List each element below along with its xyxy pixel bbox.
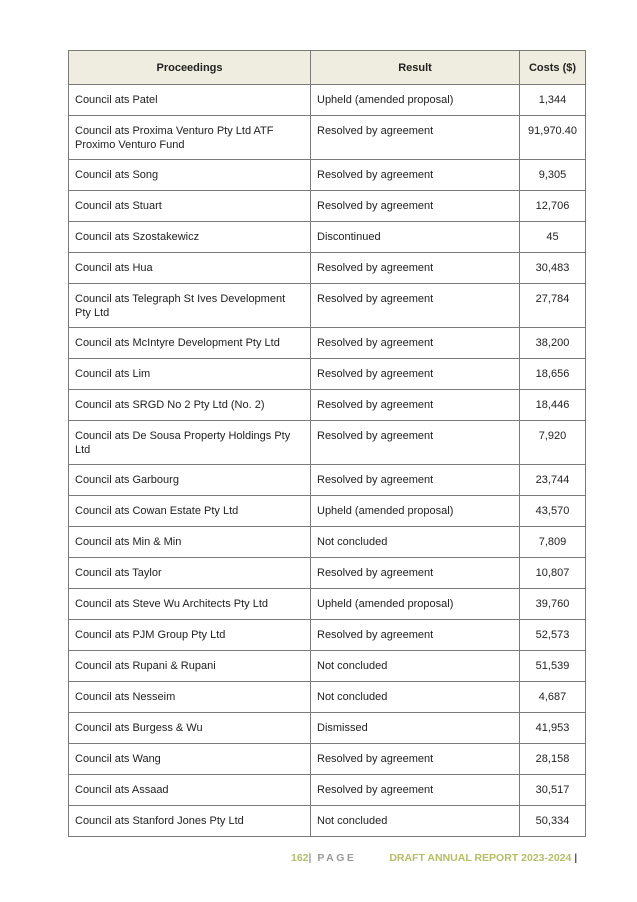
cell-proceedings: Council ats Hua: [69, 253, 311, 284]
table-row: [69, 465, 586, 496]
cell-costs: 45: [520, 222, 586, 253]
cell-costs: 91,970.40: [520, 116, 586, 160]
header-result: Result: [311, 51, 520, 85]
cell-costs: 23,744: [520, 465, 586, 496]
table-row: [69, 222, 586, 253]
cell-result: Resolved by agreement: [311, 191, 520, 222]
cell-costs: 12,706: [520, 191, 586, 222]
cell-costs: 9,305: [520, 160, 586, 191]
cell-result: Discontinued: [311, 222, 520, 253]
page-footer: [291, 852, 577, 864]
cell-result: Resolved by agreement: [311, 284, 520, 328]
cell-proceedings: Council ats Telegraph St Ives Development Pty Ltd: [69, 284, 311, 328]
cell-costs: 27,784: [520, 284, 586, 328]
table-body: [69, 85, 586, 837]
cell-result: Dismissed: [311, 713, 520, 744]
cell-result: Not concluded: [311, 651, 520, 682]
table-row: [69, 359, 586, 390]
cell-result: Resolved by agreement: [311, 359, 520, 390]
cell-result: Not concluded: [311, 527, 520, 558]
cell-result: Resolved by agreement: [311, 775, 520, 806]
report-title: DRAFT ANNUAL REPORT 2023-2024: [389, 852, 572, 864]
cell-costs: 7,920: [520, 421, 586, 465]
cell-proceedings: Council ats Proxima Venturo Pty Ltd ATF Proximo Venturo Fund: [69, 116, 311, 160]
cell-costs: 50,334: [520, 806, 586, 837]
table-row: [69, 421, 586, 465]
cell-proceedings: Council ats Steve Wu Architects Pty Ltd: [69, 589, 311, 620]
table-row: [69, 527, 586, 558]
cell-result: Resolved by agreement: [311, 421, 520, 465]
footer-separator: |: [308, 852, 312, 864]
cell-proceedings: Council ats Assaad: [69, 775, 311, 806]
cell-costs: 1,344: [520, 85, 586, 116]
table-row: [69, 160, 586, 191]
cell-costs: 7,809: [520, 527, 586, 558]
cell-costs: 38,200: [520, 328, 586, 359]
cell-proceedings: Council ats McIntyre Development Pty Ltd: [69, 328, 311, 359]
cell-costs: 18,656: [520, 359, 586, 390]
cell-result: Resolved by agreement: [311, 160, 520, 191]
cell-proceedings: Council ats PJM Group Pty Ltd: [69, 620, 311, 651]
cell-proceedings: Council ats Lim: [69, 359, 311, 390]
table-row: [69, 328, 586, 359]
cell-result: Upheld (amended proposal): [311, 496, 520, 527]
table-row: [69, 744, 586, 775]
cell-proceedings: Council ats Szostakewicz: [69, 222, 311, 253]
cell-proceedings: Council ats Taylor: [69, 558, 311, 589]
page-number: 162: [291, 852, 309, 864]
cell-result: Not concluded: [311, 806, 520, 837]
header-proceedings: Proceedings: [69, 51, 311, 85]
cell-proceedings: Council ats Min & Min: [69, 527, 311, 558]
cell-proceedings: Council ats Burgess & Wu: [69, 713, 311, 744]
footer-end-separator: |: [574, 852, 578, 864]
page-label: PAGE: [317, 852, 357, 864]
cell-proceedings: Council ats De Sousa Property Holdings Pty Ltd: [69, 421, 311, 465]
table-row: [69, 713, 586, 744]
table-row: [69, 253, 586, 284]
cell-proceedings: Council ats Nesseim: [69, 682, 311, 713]
table-row: [69, 806, 586, 837]
cell-costs: 30,483: [520, 253, 586, 284]
cell-costs: 10,807: [520, 558, 586, 589]
cell-costs: 28,158: [520, 744, 586, 775]
table-header-row: [69, 51, 586, 85]
cell-proceedings: Council ats Rupani & Rupani: [69, 651, 311, 682]
cell-result: Resolved by agreement: [311, 328, 520, 359]
table-row: [69, 558, 586, 589]
cell-result: Resolved by agreement: [311, 558, 520, 589]
cell-costs: 51,539: [520, 651, 586, 682]
cell-proceedings: Council ats Stanford Jones Pty Ltd: [69, 806, 311, 837]
table-row: [69, 116, 586, 160]
cell-proceedings: Council ats Stuart: [69, 191, 311, 222]
cell-proceedings: Council ats Wang: [69, 744, 311, 775]
cell-result: Resolved by agreement: [311, 253, 520, 284]
cell-costs: 52,573: [520, 620, 586, 651]
cell-proceedings: Council ats Cowan Estate Pty Ltd: [69, 496, 311, 527]
table-row: [69, 775, 586, 806]
cell-costs: 39,760: [520, 589, 586, 620]
table-row: [69, 496, 586, 527]
table-row: [69, 284, 586, 328]
table-row: [69, 390, 586, 421]
table-row: [69, 682, 586, 713]
cell-result: Resolved by agreement: [311, 620, 520, 651]
cell-proceedings: Council ats SRGD No 2 Pty Ltd (No. 2): [69, 390, 311, 421]
table-row: [69, 651, 586, 682]
cell-proceedings: Council ats Garbourg: [69, 465, 311, 496]
table-row: [69, 191, 586, 222]
table-row: [69, 85, 586, 116]
cell-costs: 43,570: [520, 496, 586, 527]
cell-costs: 30,517: [520, 775, 586, 806]
header-costs: Costs ($): [520, 51, 586, 85]
cell-costs: 18,446: [520, 390, 586, 421]
cell-proceedings: Council ats Patel: [69, 85, 311, 116]
cell-result: Resolved by agreement: [311, 116, 520, 160]
cell-result: Resolved by agreement: [311, 744, 520, 775]
cell-result: Resolved by agreement: [311, 465, 520, 496]
cell-costs: 4,687: [520, 682, 586, 713]
cell-result: Not concluded: [311, 682, 520, 713]
cell-costs: 41,953: [520, 713, 586, 744]
table-row: [69, 620, 586, 651]
cell-result: Resolved by agreement: [311, 390, 520, 421]
cell-result: Upheld (amended proposal): [311, 85, 520, 116]
cell-proceedings: Council ats Song: [69, 160, 311, 191]
proceedings-table: [68, 50, 586, 837]
cell-result: Upheld (amended proposal): [311, 589, 520, 620]
table-row: [69, 589, 586, 620]
